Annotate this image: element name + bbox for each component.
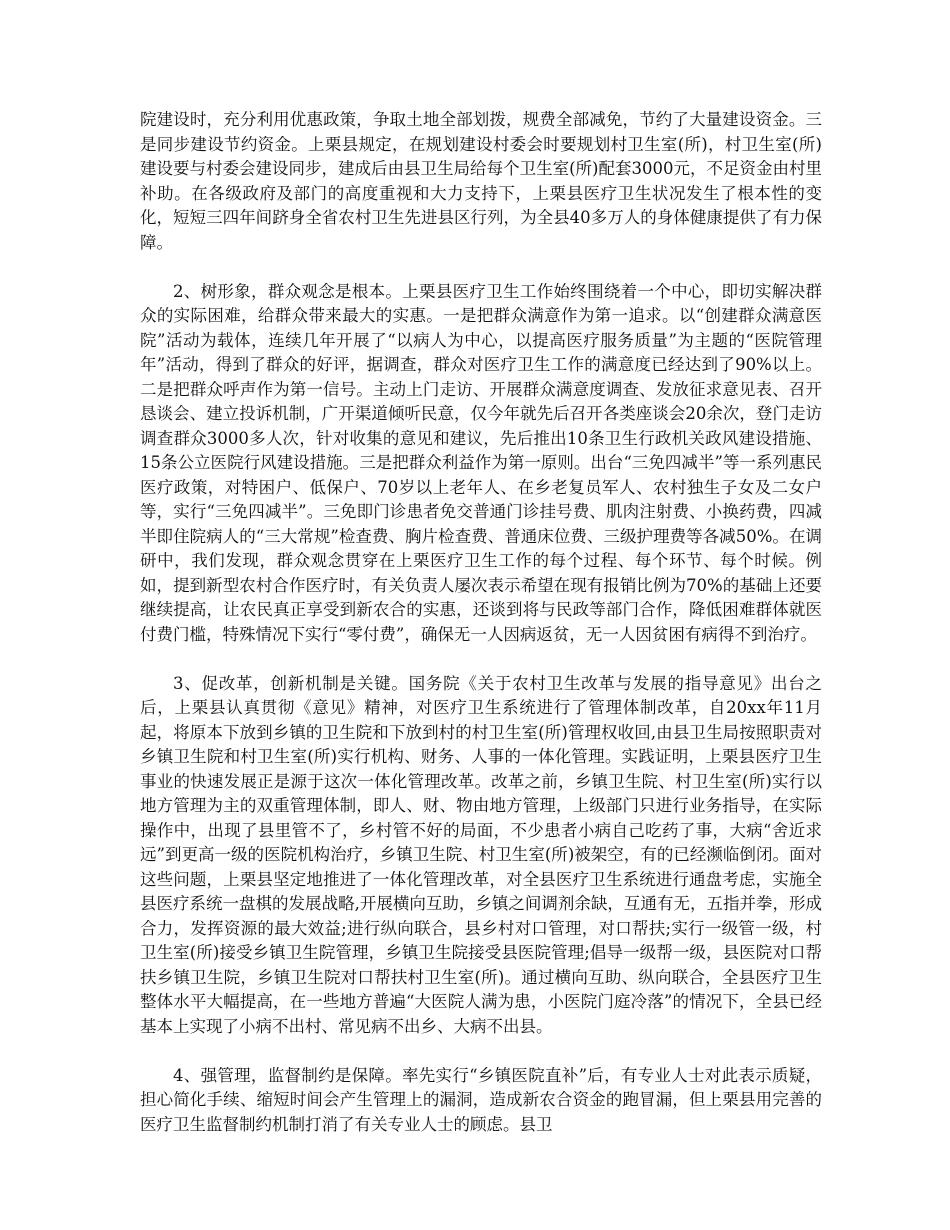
paragraph-3: 3、促改革，创新机制是关键。国务院《关于农村卫生改革与发展的指导意见》出台之后，上栗县认真贯彻《意见》精神，对医疗卫生系统进行了管理体制改革，自20xx年11月起，将原本下放到乡镇的卫生院和下放到村的村卫生室(所)管理权收回,由县卫生局按照职责对乡镇卫生院和村卫生室(所)实行机构、财务、人事的一体化管理。实践证明，上栗县医疗卫生事业的快速发展正是源于这次一体化管理改革。改革之前，乡镇卫生院、村卫生室(所)实行以地方管理为主的双重管理体制，即人、财、物由地方管理，上级部门只进行业务指导，在实际操作中，出现了县里管不了，乡村管不好的局面，不少患者小病自己吃药了事，大病“舍近求远”到更高一级的医院机构治疗，乡镇卫生院、村卫生室(所)被架空，有的已经濒临倒闭。面对这些问题，上栗县坚定地推进了一体化管理改革，对全县医疗卫生系统进行通盘考虑，实施全县医疗系统一盘棋的发展战略,开展横向互助，乡镇之间调剂余缺，互通有无，五指并拳，形成合力，发挥资源的最大效益;进行纵向联合，县乡村对口管理，对口帮扶;实行一级管一级，村卫生室(所)接受乡镇卫生院管理，乡镇卫生院接受县医院管理;倡导一级帮一级，县医院对口帮扶乡镇卫生院，乡镇卫生院对口帮扶村卫生室(所)。通过横向互助、纵向联合，全县医疗卫生整体水平大幅提高，在一些地方普遍“大医院人满为患，小医院门庭冷落”的情况下，全县已经基本上实现了小病不出村、常见病不出乡、大病不出县。	[140, 673, 822, 1036]
document-body	[140, 108, 822, 1162]
paragraph-4: 4、强管理，监督制约是保障。率先实行“乡镇医院直补”后，有专业人士对此表示质疑，担心简化手续、缩短时间会产生管理上的漏洞，造成新农合资金的跑冒漏，但上栗县用完善的医疗卫生监督制约机制打消了有关专业人士的顾虑。县卫	[140, 1065, 822, 1134]
paragraph-1: 院建设时，充分利用优惠政策，争取土地全部划拨，规费全部减免，节约了大量建设资金。三是同步建设节约资金。上栗县规定，在规划建设村委会时要规划村卫生室(所)，村卫生室(所)建设要与村委会建设同步，建成后由县卫生局给每个卫生室(所)配套3000元，不足资金由村里补助。在各级政府及部门的高度重视和大力支持下，上栗县医疗卫生状况发生了根本性的变化，短短三四年间跻身全省农村卫生先进县区行列，为全县40多万人的身体健康提供了有力保障。	[140, 110, 822, 252]
paragraph-2: 2、树形象，群众观念是根本。上栗县医疗卫生工作始终围绕着一个中心，即切实解决群众的实际困难，给群众带来最大的实惠。一是把群众满意作为第一追求。以“创建群众满意医院”活动为载体，连续几年开展了“以病人为中心，以提高医疗服务质量”为主题的“医院管理年”活动，得到了群众的好评，据调查，群众对医疗卫生工作的满意度已经达到了90%以上。二是把群众呼声作为第一信号。主动上门走访、开展群众满意度调查、发放征求意见表、召开恳谈会、建立投诉机制，广开渠道倾听民意，仅今年就先后召开各类座谈会20余次，登门走访调查群众3000多人次，针对收集的意见和建议，先后推出10条卫生行政机关政风建设措施、15条公立医院行风建设措施。三是把群众利益作为第一原则。出台“三免四减半”等一系列惠民医疗政策，对特困户、低保户、70岁以上老年人、在乡老复员军人、农村独生子女及二女户等，实行“三免四减半”。三免即门诊患者免交普通门诊挂号费、肌肉注射费、小换药费，四减半即住院病人的“三大常规”检查费、胸片检查费、普通床位费、三级护理费等各减50%。在调研中，我们发现，群众观念贯穿在上栗医疗卫生工作的每个过程、每个环节、每个时候。例如，提到新型农村合作医疗时，有关负责人屡次表示希望在现有报销比例为70%的基础上还要继续提高，让农民真正享受到新农合的实惠，还谈到将与民政等部门合作，降低困难群体就医付费门槛，特殊情况下实行“零付费”，确保无一人因病返贫，无一人因贫困有病得不到治疗。	[140, 281, 822, 644]
